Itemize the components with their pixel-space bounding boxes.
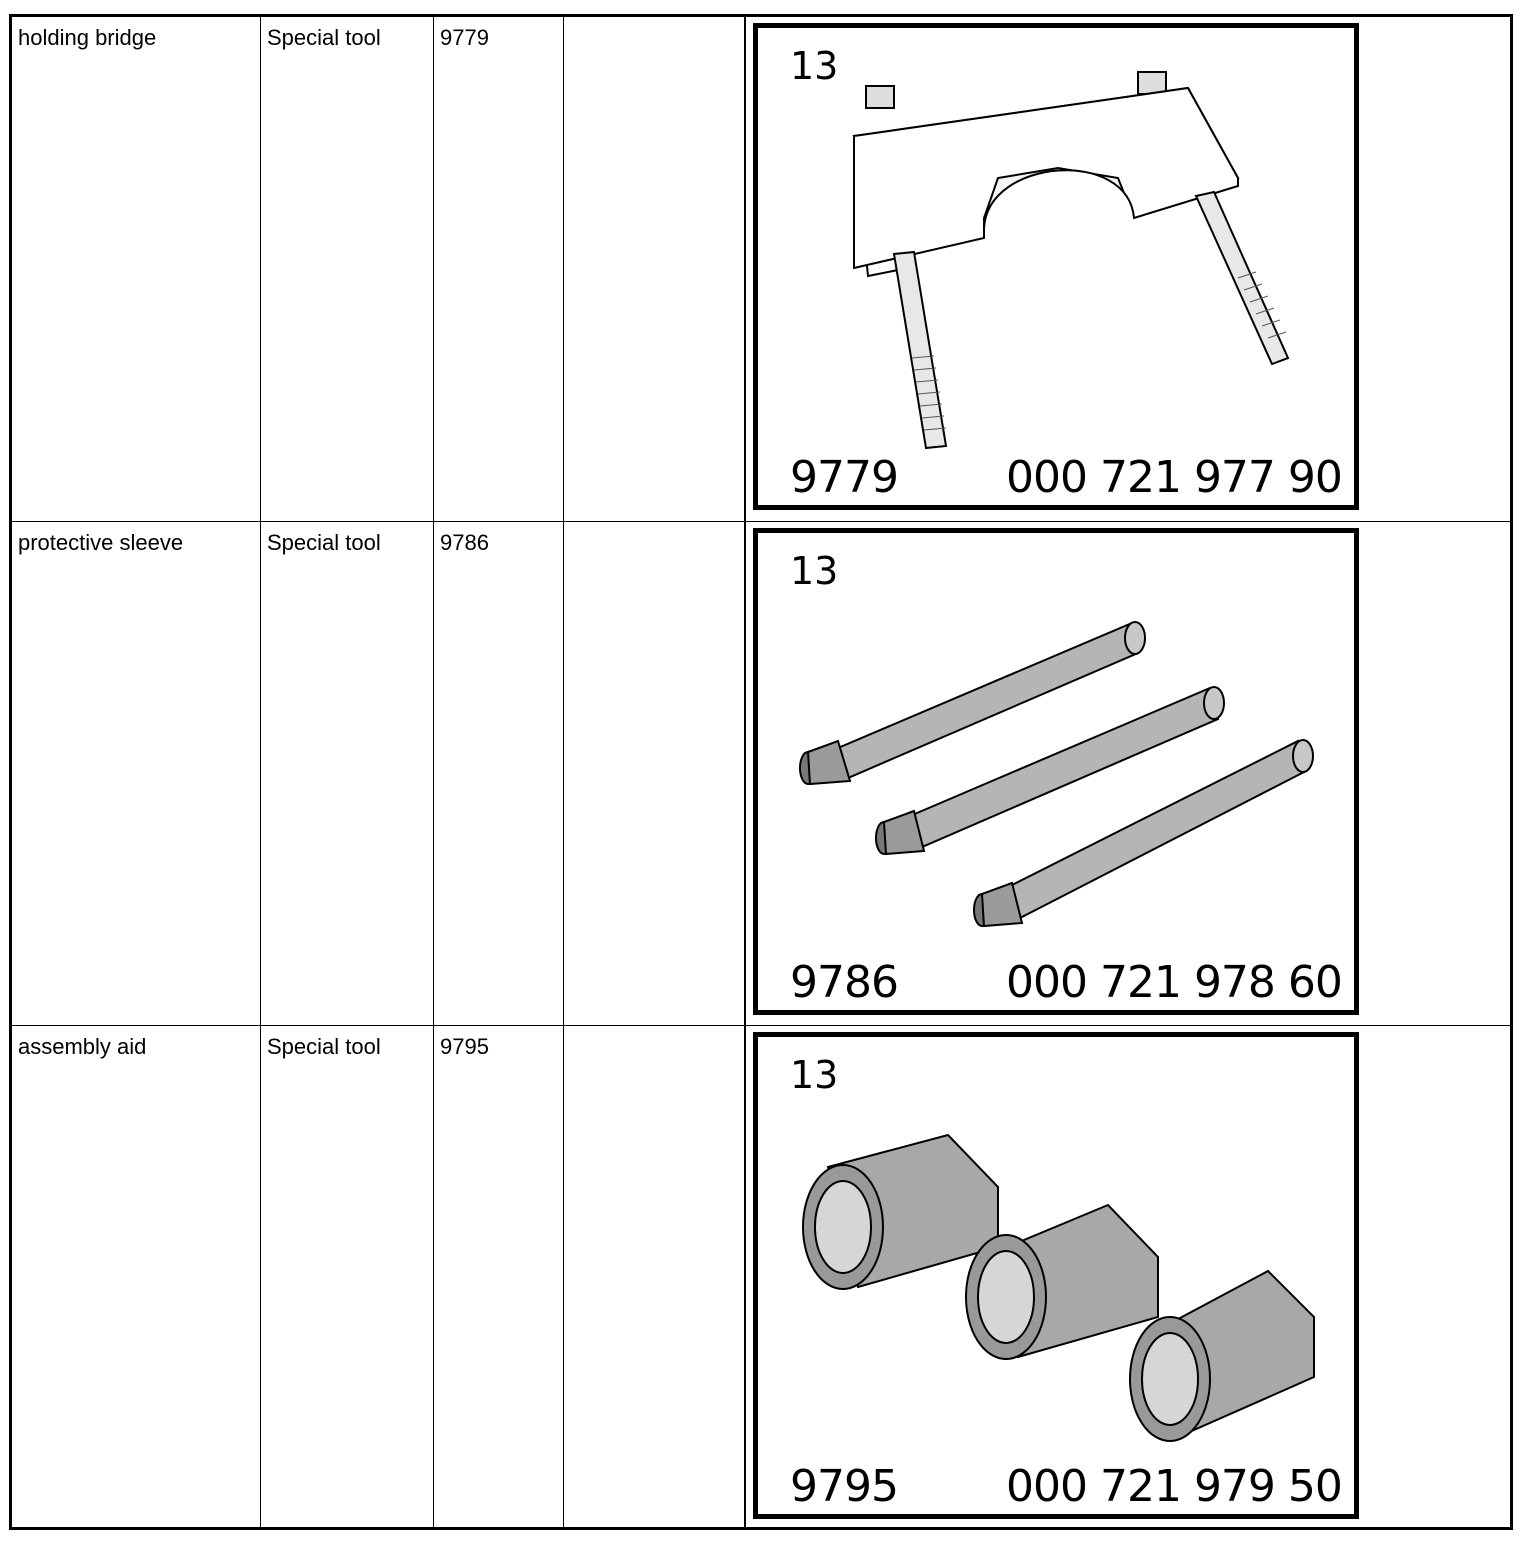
tool-notes-cell: [564, 1026, 746, 1527]
figure-part-number: 000 721 979 50: [1006, 1461, 1342, 1512]
table-row: [12, 1026, 1510, 1527]
figure-tool-code: 9779: [790, 452, 898, 503]
tool-number-cell: 9786: [434, 522, 564, 1025]
tool-name-cell: holding bridge: [12, 17, 261, 521]
tool-figure-cell: [746, 1026, 1510, 1527]
tool-figure-cell: [746, 17, 1510, 521]
figure-part-number: 000 721 978 60: [1006, 957, 1342, 1008]
tool-category-cell: Special tool: [261, 522, 434, 1025]
figure-label: 13: [790, 1053, 839, 1097]
tool-figure: [753, 528, 1359, 1015]
figure-part-number: 000 721 977 90: [1006, 452, 1342, 503]
special-tools-table: [9, 14, 1513, 1530]
assembly-aid-tool-icon: [758, 1037, 1354, 1514]
protective-sleeve-tool-icon: [758, 533, 1354, 1010]
figure-tool-code: 9786: [790, 957, 898, 1008]
tool-number-cell: 9779: [434, 17, 564, 521]
tool-name-cell: assembly aid: [12, 1026, 261, 1527]
figure-label: 13: [790, 549, 839, 593]
tool-figure-cell: [746, 522, 1510, 1025]
tool-notes-cell: [564, 17, 746, 521]
tool-category-cell: Special tool: [261, 17, 434, 521]
tool-number-cell: 9795: [434, 1026, 564, 1527]
tool-name-cell: protective sleeve: [12, 522, 261, 1025]
tool-category-cell: Special tool: [261, 1026, 434, 1527]
figure-tool-code: 9795: [790, 1461, 898, 1512]
table-row: [12, 17, 1510, 522]
tool-figure: [753, 23, 1359, 510]
tool-figure: [753, 1032, 1359, 1519]
table-row: [12, 522, 1510, 1026]
tool-notes-cell: [564, 522, 746, 1025]
figure-label: 13: [790, 44, 839, 88]
holding-bridge-tool-icon: [758, 28, 1354, 505]
